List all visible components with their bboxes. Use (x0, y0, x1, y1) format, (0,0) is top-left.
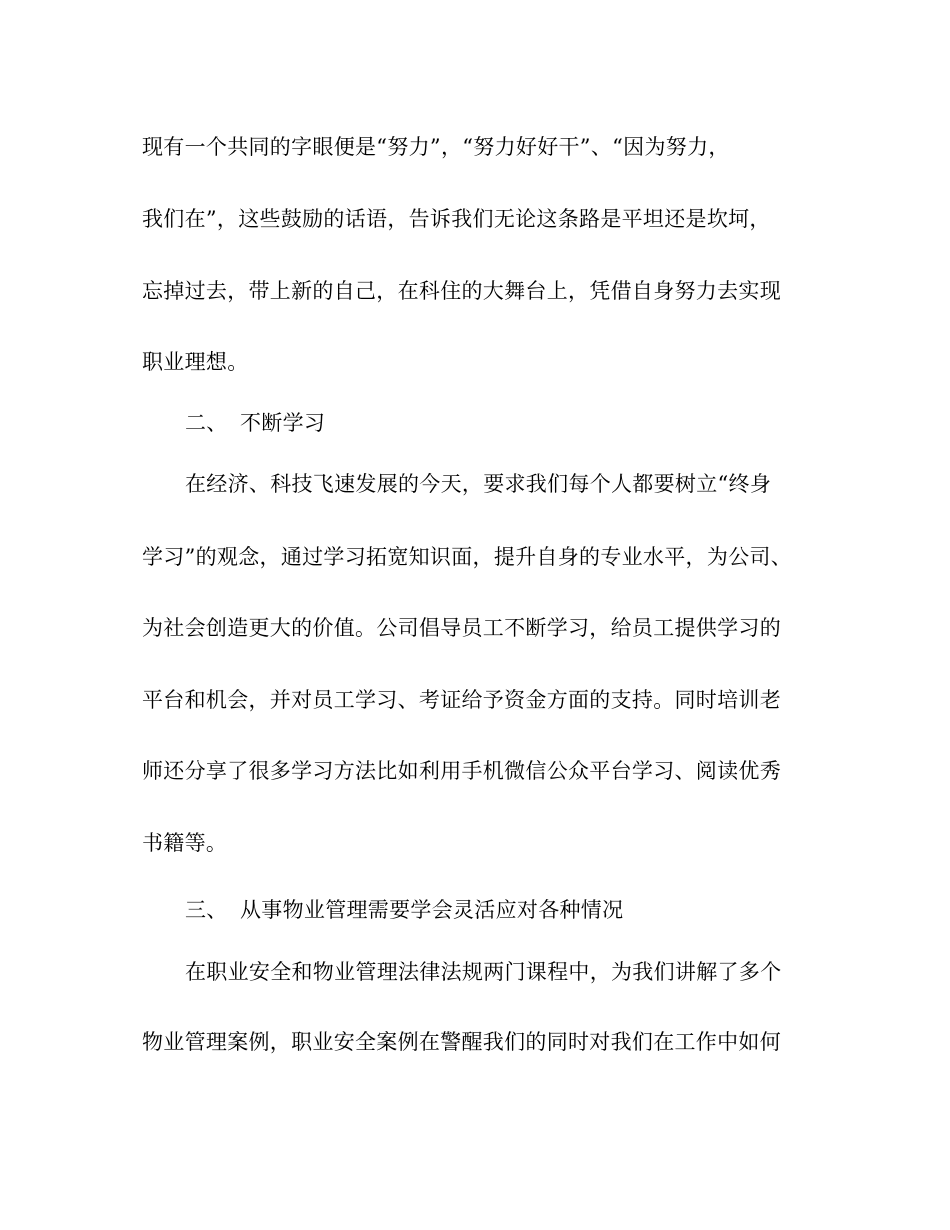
section-heading-3 (185, 896, 623, 924)
section-heading-3-title: 从事物业管理需要学会灵活应对各种情况 (240, 898, 624, 922)
section-heading-3-number: 三、 (185, 898, 228, 922)
section-heading-2 (185, 409, 325, 437)
paragraph-2-line-1: 在经济、科技飞速发展的今天，要求我们每个人都要树立“终身 (185, 472, 772, 496)
paragraph-1-line-4: 职业理想。 (142, 350, 249, 374)
paragraph-2-line-3: 为社会创造更大的价值。公司倡导员工不断学习，给员工提供学习的 (142, 616, 781, 640)
paragraph-2-line-5: 师还分享了很多学习方法比如利用手机微信公众平台学习、阅读优秀 (142, 759, 781, 783)
paragraph-1-line-2: 我们在”，这些鼓励的话语，告诉我们无论这条路是平坦还是坎坷， (142, 207, 771, 231)
paragraph-2-line-6: 书籍等。 (142, 831, 228, 855)
paragraph-2-line-2: 学习”的观念，通过学习拓宽知识面，提升自身的专业水平，为公司、 (142, 545, 793, 569)
paragraph-1-line-1: 现有一个共同的字眼便是“努力”，“努力好好干”、“因为努力， (142, 135, 730, 159)
paragraph-1-line-3: 忘掉过去，带上新的自己，在科住的大舞台上，凭借自身努力去实现 (142, 279, 781, 303)
section-heading-2-title: 不断学习 (240, 411, 326, 435)
paragraph-2-line-4: 平台和机会，并对员工学习、考证给予资金方面的支持。同时培训老 (142, 688, 781, 712)
section-heading-2-number: 二、 (185, 411, 228, 435)
paragraph-3-line-2: 物业管理案例，职业安全案例在警醒我们的同时对我们在工作中如何 (142, 1030, 781, 1054)
paragraph-3-line-1: 在职业安全和物业管理法律法规两门课程中，为我们讲解了多个 (185, 960, 782, 984)
